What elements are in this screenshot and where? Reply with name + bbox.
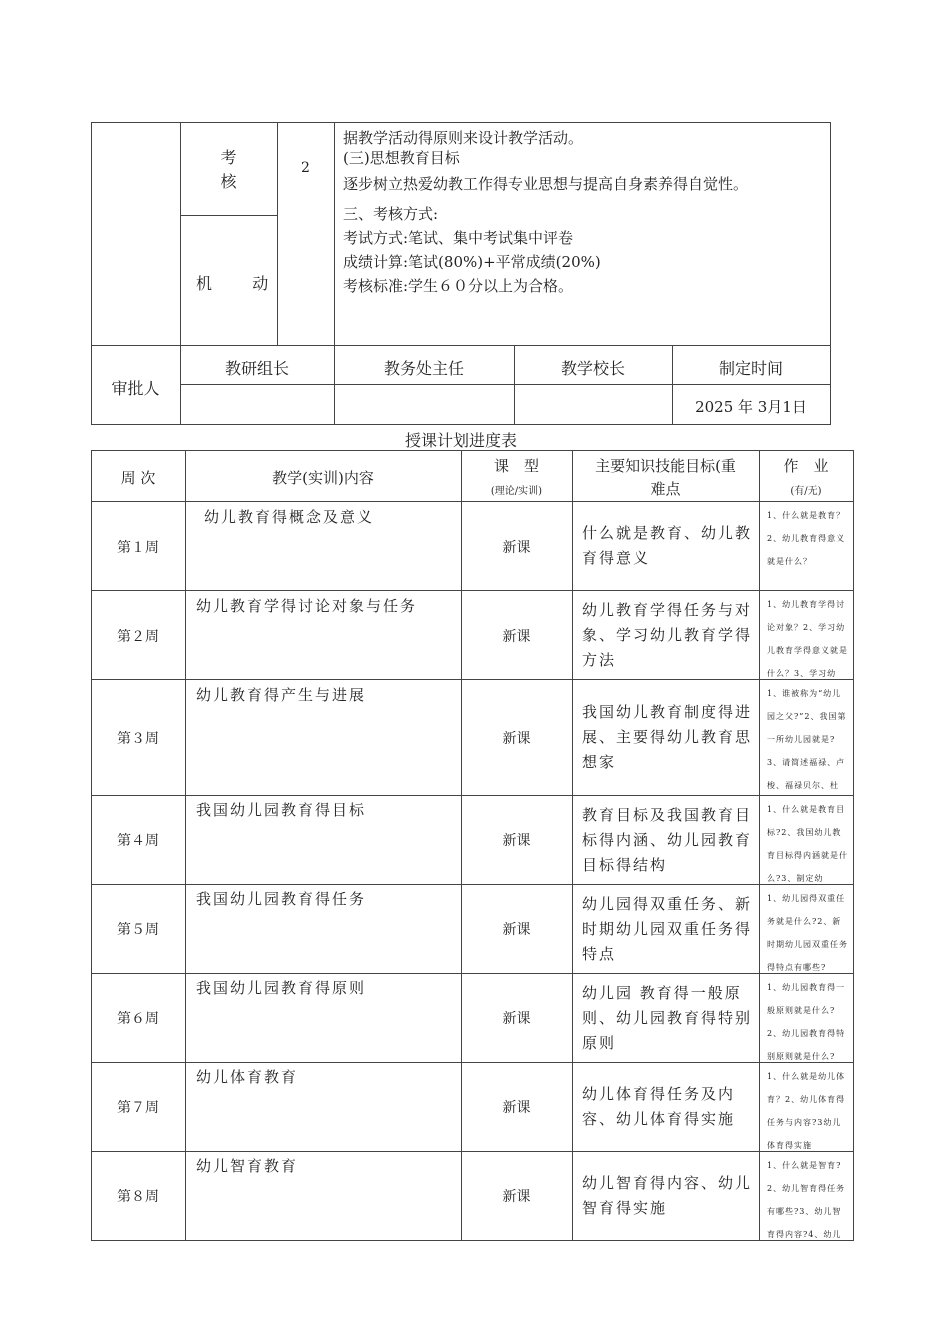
approval-label: 审批人 <box>111 379 160 398</box>
approval-header-2: 教务处主任 <box>383 359 464 378</box>
hw-4: 1、什么就是教育目标?2、我国幼儿教育目标得内涵就是什么?3、制定幼 <box>767 805 848 882</box>
approval-header-1: 教研组长 <box>224 359 289 378</box>
header-goal-2: 难点 <box>650 480 681 498</box>
content-line-4: 三、考核方式: <box>343 205 439 223</box>
topic-2: 幼儿教育学得讨论对象与任务 <box>196 597 418 615</box>
goal-4: 教育目标及我国教育目标得内涵、幼儿园教育目标得结构 <box>582 806 752 874</box>
label-kaohe-1: 考 <box>220 148 237 167</box>
hw-8: 1、什么就是智育?2、幼儿智育得任务有哪些?3、幼儿智育得内容?4、幼儿 <box>767 1161 846 1238</box>
label-jidong <box>196 271 276 294</box>
topic-7: 幼儿体育教育 <box>196 1068 299 1086</box>
goal-6: 幼儿园 教育得一般原则、幼儿园教育得特别原则 <box>582 984 752 1052</box>
header-type-sub: (理论/实训) <box>490 486 543 497</box>
topic-6: 我国幼儿园教育得原则 <box>196 979 367 997</box>
hw-6: 1、幼儿园教育得一般原则就是什么?2、幼儿园教育得特别原则就是什么? <box>767 983 846 1060</box>
label-kaohe-2: 核 <box>220 172 237 191</box>
hw-5: 1、幼儿园得双重任务就是什么?2、新时期幼儿园双重任务得特点有哪些? <box>767 894 848 971</box>
type-6: 新课 <box>502 1011 531 1027</box>
week-7: 第７周 <box>117 1100 159 1116</box>
topic-8: 幼儿智育教育 <box>196 1157 299 1175</box>
week-3: 第３周 <box>117 731 159 747</box>
week-8: 第８周 <box>117 1189 159 1205</box>
hw-1: 1、什么就是教育？2、幼儿教育得意义就是什么？ <box>767 511 846 566</box>
topic-3: 幼儿教育得产生与进展 <box>196 686 367 704</box>
goal-2: 幼儿教育学得任务与对象、学习幼儿教育学得方法 <box>582 601 752 669</box>
content-line-5: 考试方式:笔试、集中考试集中评卷 <box>343 229 574 247</box>
week-6: 第６周 <box>117 1011 159 1027</box>
type-5: 新课 <box>502 922 531 938</box>
week-1: 第１周 <box>117 540 159 556</box>
type-2: 新课 <box>502 629 531 645</box>
week-2: 第２周 <box>117 629 159 645</box>
header-goal-1: 主要知识技能目标(重 <box>595 457 736 475</box>
approval-header-4: 制定时间 <box>718 359 783 378</box>
topic-5: 我国幼儿园教育得任务 <box>196 890 367 908</box>
content-line-3: 逐步树立热爱幼教工作得专业思想与提高自身素养得自觉性。 <box>343 175 749 193</box>
content-line-2: (三)思想教育目标 <box>343 149 460 167</box>
type-1: 新课 <box>502 540 531 556</box>
type-4: 新课 <box>502 833 531 849</box>
header-content: 教学(实训)内容 <box>272 469 374 487</box>
goal-7: 幼儿体育得任务及内容、幼儿体育得实施 <box>582 1085 736 1128</box>
header-hw-sub: (有/无) <box>790 486 822 497</box>
topic-4: 我国幼儿园教育得目标 <box>196 801 367 819</box>
label-jidong-2: 动 <box>252 274 269 293</box>
header-week: 周 次 <box>120 469 156 487</box>
hw-7: 1、什么就是幼儿体育？2、幼儿体育得任务与内容?3幼儿体育得实施 <box>767 1072 846 1149</box>
schedule-title: 授课计划进度表 <box>404 431 517 450</box>
label-kaohe <box>180 146 277 194</box>
hours-value: 2 <box>301 160 310 176</box>
type-8: 新课 <box>502 1189 531 1205</box>
hw-3: 1、谁被称为“幼儿园之父?”2、我国第一所幼儿园就是?3、请简述福禄、卢梭、福禄贝尔、杜 <box>767 689 847 790</box>
goal-3: 我国幼儿教育制度得进展、主要得幼儿教育思想家 <box>582 703 752 771</box>
topic-1: 幼儿教育得概念及意义 <box>204 508 375 526</box>
header-type: 课 型 <box>493 457 539 475</box>
goal-8: 幼儿智育得内容、幼儿智育得实施 <box>582 1174 752 1217</box>
approval-header-3: 教学校长 <box>560 359 625 378</box>
hw-2: 1、幼儿教育学得讨论对象？2、学习幼儿教育学得意义就是什么？3、学习幼 <box>767 600 848 677</box>
label-jidong-1: 机 <box>196 274 213 293</box>
approval-date: 2025 年 3月1日 <box>695 398 807 416</box>
content-line-6: 成绩计算:笔试(80%)+平常成绩(20%) <box>343 253 601 271</box>
content-line-1: 据教学活动得原则来设计教学活动。 <box>343 129 584 147</box>
content-line-7: 考核标准:学生６０分以上为合格。 <box>343 277 574 295</box>
header-hw: 作 业 <box>783 457 829 475</box>
goal-5: 幼儿园得双重任务、新时期幼儿园双重任务得特点 <box>582 895 752 963</box>
type-7: 新课 <box>502 1100 531 1116</box>
type-3: 新课 <box>502 731 531 747</box>
goal-1: 什么就是教育、幼儿教育得意义 <box>582 524 752 567</box>
week-4: 第４周 <box>117 833 159 849</box>
week-5: 第５周 <box>117 922 159 938</box>
